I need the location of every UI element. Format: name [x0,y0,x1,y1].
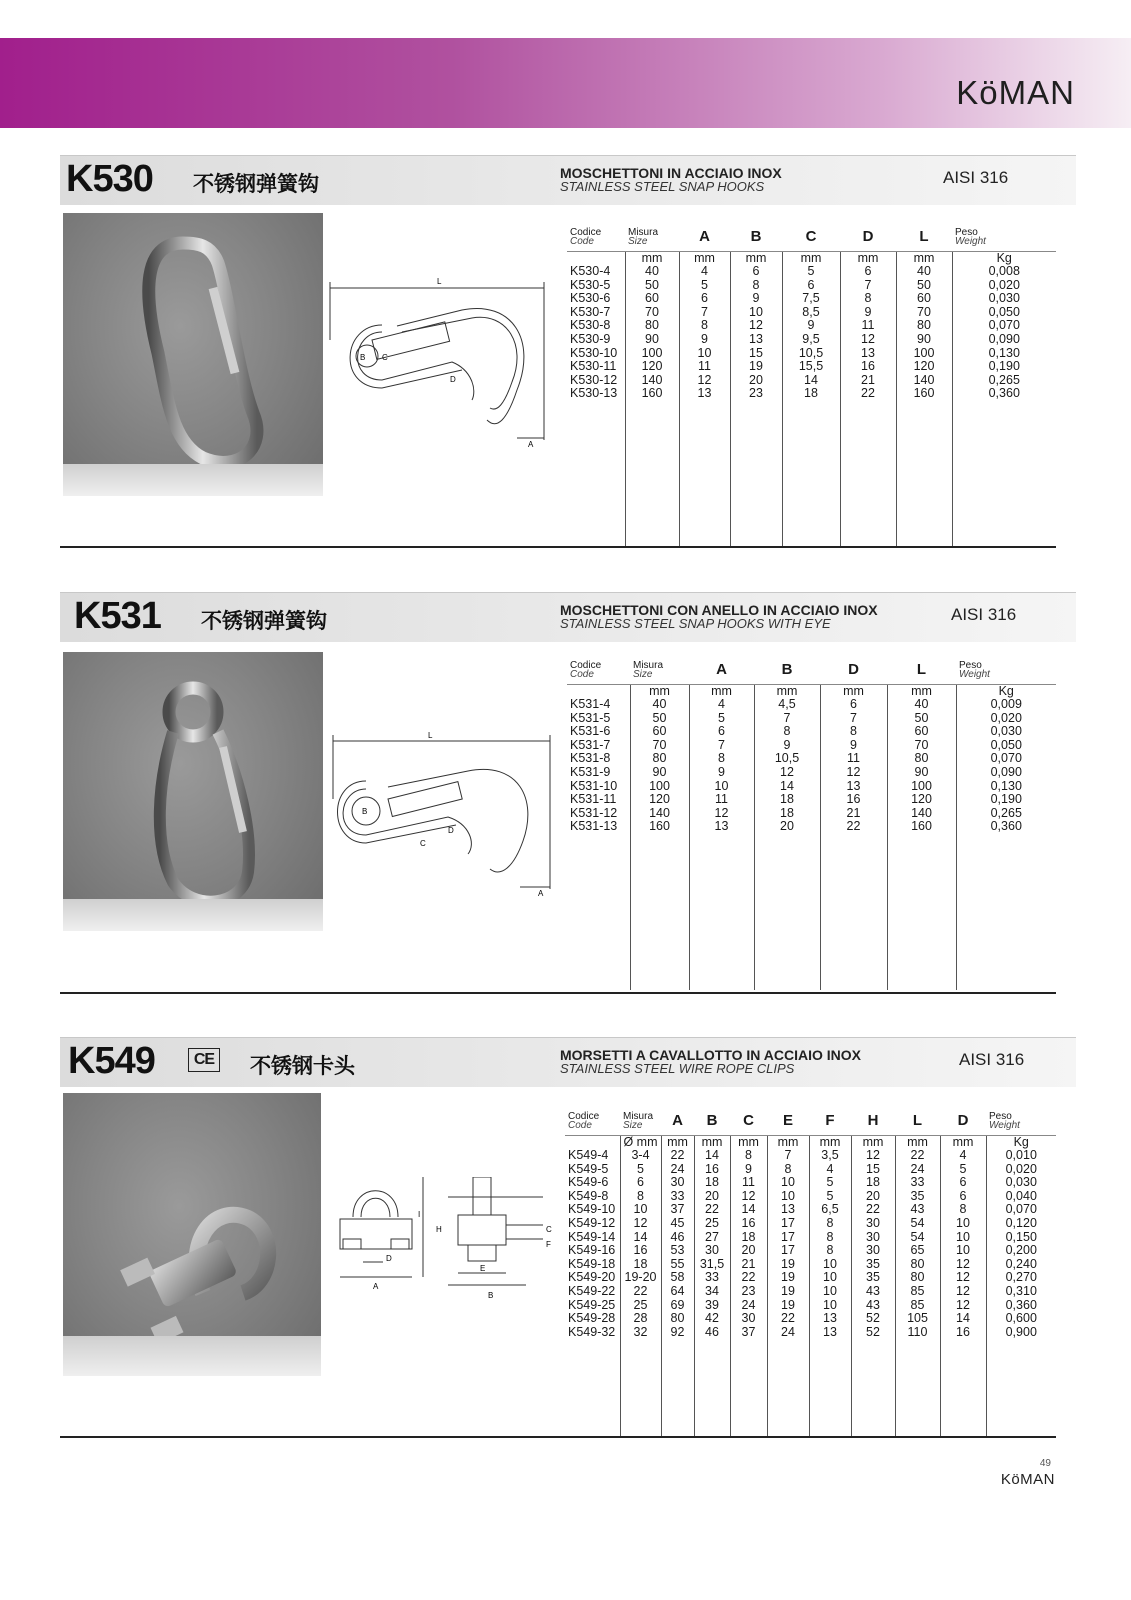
e-column: mm 7 8 10 10 13 17 17 17 19 19 19 19 22 24 [767,1135,809,1437]
section-divider [60,546,1056,548]
section-header [60,1037,1076,1087]
codes-column: K531-4 K531-5 K531-6 K531-7 K531-8 K531-9 K531-10 K531-11 K531-12 K531-13 [570,697,618,834]
svg-text:C: C [420,839,426,848]
col-weight-header: Peso Weight [956,656,1056,684]
material-grade: AISI 316 [959,1050,1025,1069]
size-column: mm 40 50 60 70 80 90 100 120 140 160 [630,684,689,990]
material-grade: AISI 316 [943,168,1009,187]
product-code: K530 [66,158,153,200]
section-k549 [60,1037,1076,1437]
svg-text:F: F [546,1240,551,1249]
weight-column: Kg 0,010 0,020 0,030 0,040 0,070 0,120 0,150 0,200 0,240 0,270 0,310 0,360 0,600 0,900 [986,1135,1056,1437]
snap-hook-photo-icon [63,213,323,496]
snap-hook-eye-photo-icon [63,652,323,931]
col-d-header: D [820,656,887,684]
col-e-header: E [767,1107,809,1135]
col-b-header: B [730,223,782,251]
k530-spec-table [567,223,1056,547]
col-c-header: C [782,223,840,251]
table-row [565,1135,1056,1437]
title-italian: MORSETTI A CAVALLOTTO IN ACCIAIO INOX [560,1047,861,1063]
col-size-header: Misura Size [630,656,689,684]
col-weight-header: Peso Weight [986,1107,1056,1135]
k531-spec-table [567,656,1056,990]
k549-technical-drawing [328,1177,558,1307]
a-column: mm 4 5 6 7 8 9 10 11 12 13 [679,251,730,547]
svg-text:B: B [360,353,366,362]
section-divider [60,992,1056,994]
brand-logo-top: KöMAN [956,74,1075,111]
b-column: mm 6 8 9 10 12 13 15 19 20 23 [730,251,782,547]
svg-text:A: A [538,889,544,898]
chinese-title: 不锈钢弹簧钩 [193,172,319,196]
k530-technical-drawing [322,270,562,450]
col-f-header: F [809,1107,851,1135]
a-column: mm 22 24 30 33 37 45 46 53 55 58 64 69 80 92 [661,1135,694,1437]
section-k531 [60,592,1076,994]
col-d-header: D [840,223,896,251]
product-code: K531 [74,595,161,637]
a-column: mm 4 5 6 7 8 9 10 11 12 13 [689,684,754,990]
svg-text:H: H [436,1225,442,1234]
d-column: mm 6 7 8 9 11 12 13 16 21 22 [840,251,896,547]
col-b-header: B [754,656,820,684]
section-header [60,155,1076,205]
svg-text:I: I [418,1210,421,1219]
col-l-header: L [896,223,952,251]
f-column: mm 3,5 4 5 5 6,5 8 8 8 10 10 10 10 13 13 [809,1135,851,1437]
chinese-title: 不锈钢弹簧钩 [201,609,327,633]
svg-text:D: D [386,1254,392,1263]
chinese-title: 不锈钢卡头 [250,1054,355,1078]
table-row [567,684,1056,990]
codes-column: K549-4 K549-5 K549-6 K549-8 K549-10 K549-12 K549-14 K549-16 K549-18 K549-20 K549-22 K549-25 K549-28 K549-32 [568,1148,616,1339]
col-code-header: Codice Code [565,1107,620,1135]
svg-text:A: A [528,440,534,449]
title-english: STAINLESS STEEL SNAP HOOKS [560,179,765,194]
svg-text:B: B [362,807,368,816]
d-column: mm 6 7 8 9 11 12 13 16 21 22 [820,684,887,990]
col-l-header: L [887,656,956,684]
svg-text:A: A [373,1282,379,1291]
col-b-header: B [694,1107,730,1135]
h-column: mm 12 15 18 20 22 30 30 30 35 35 43 43 52 52 [851,1135,895,1437]
b-column: mm 14 16 18 20 22 25 27 30 31,5 33 34 39 42 46 [694,1135,730,1437]
l-column: mm 40 50 60 70 80 90 100 120 140 160 [887,684,956,990]
page-number: 49 [1039,1458,1051,1469]
size-column: Ø mm 3-4 5 6 8 10 12 14 16 18 19-20 22 25 28 32 [620,1135,661,1437]
wire-rope-clip-photo-icon [63,1093,321,1376]
title-italian: MOSCHETTONI CON ANELLO IN ACCIAIO INOX [560,602,878,618]
col-h-header: H [851,1107,895,1135]
section-divider [60,1436,1056,1438]
svg-text:C: C [546,1225,552,1234]
col-d-header: D [940,1107,986,1135]
svg-text:D: D [450,375,456,384]
svg-text:B: B [488,1291,494,1300]
product-photo [63,652,323,931]
title-english: STAINLESS STEEL SNAP HOOKS WITH EYE [560,616,831,631]
svg-text:L: L [428,731,433,740]
title-english: STAINLESS STEEL WIRE ROPE CLIPS [560,1061,795,1076]
col-size-header: Misura Size [625,223,679,251]
svg-text:D: D [448,826,454,835]
k531-technical-drawing [328,729,568,899]
k549-spec-table [565,1107,1056,1437]
col-a-header: A [689,656,754,684]
codes-column: K530-4 K530-5 K530-6 K530-7 K530-8 K530-9 K530-10 K530-11 K530-12 K530-13 [570,264,618,401]
weight-column: Kg 0,009 0,020 0,030 0,050 0,070 0,090 0,130 0,190 0,265 0,360 [956,684,1056,990]
brand-logo-bottom: KöMAN [1000,1471,1055,1488]
b-column: mm 4,5 7 8 9 10,5 12 14 18 18 20 [754,684,820,990]
col-a-header: A [661,1107,694,1135]
col-c-header: C [730,1107,767,1135]
svg-text:C: C [382,353,388,362]
col-weight-header: Peso Weight [952,223,1056,251]
product-code: K549 [68,1040,155,1082]
col-l-header: L [895,1107,940,1135]
c-column: mm 8 9 11 12 14 16 18 20 21 22 23 24 30 37 [730,1135,767,1437]
l-column: mm 40 50 60 70 80 90 100 120 140 160 [896,251,952,547]
svg-text:L: L [437,277,442,286]
ce-mark-icon: CE [188,1048,220,1072]
col-a-header: A [679,223,730,251]
section-header [60,592,1076,642]
size-column: mm 40 50 60 70 80 90 100 120 140 160 [625,251,679,547]
l-column: mm 22 24 33 35 43 54 54 65 80 80 85 85 105 110 [895,1135,940,1437]
table-row [567,251,1056,547]
col-code-header: Codice Code [567,223,625,251]
col-code-header: Codice Code [567,656,630,684]
c-column: mm 5 6 7,5 8,5 9 9,5 10,5 15,5 14 18 [782,251,840,547]
product-photo [63,1093,321,1376]
col-size-header: Misura Size [620,1107,661,1135]
product-photo [63,213,323,496]
d-column: mm 4 5 6 6 8 10 10 10 12 12 12 12 14 16 [940,1135,986,1437]
title-italian: MOSCHETTONI IN ACCIAIO INOX [560,165,782,181]
section-k530 [60,155,1076,550]
material-grade: AISI 316 [951,605,1017,624]
svg-text:E: E [480,1264,486,1273]
weight-column: Kg 0,008 0,020 0,030 0,050 0,070 0,090 0,130 0,190 0,265 0,360 [952,251,1056,547]
